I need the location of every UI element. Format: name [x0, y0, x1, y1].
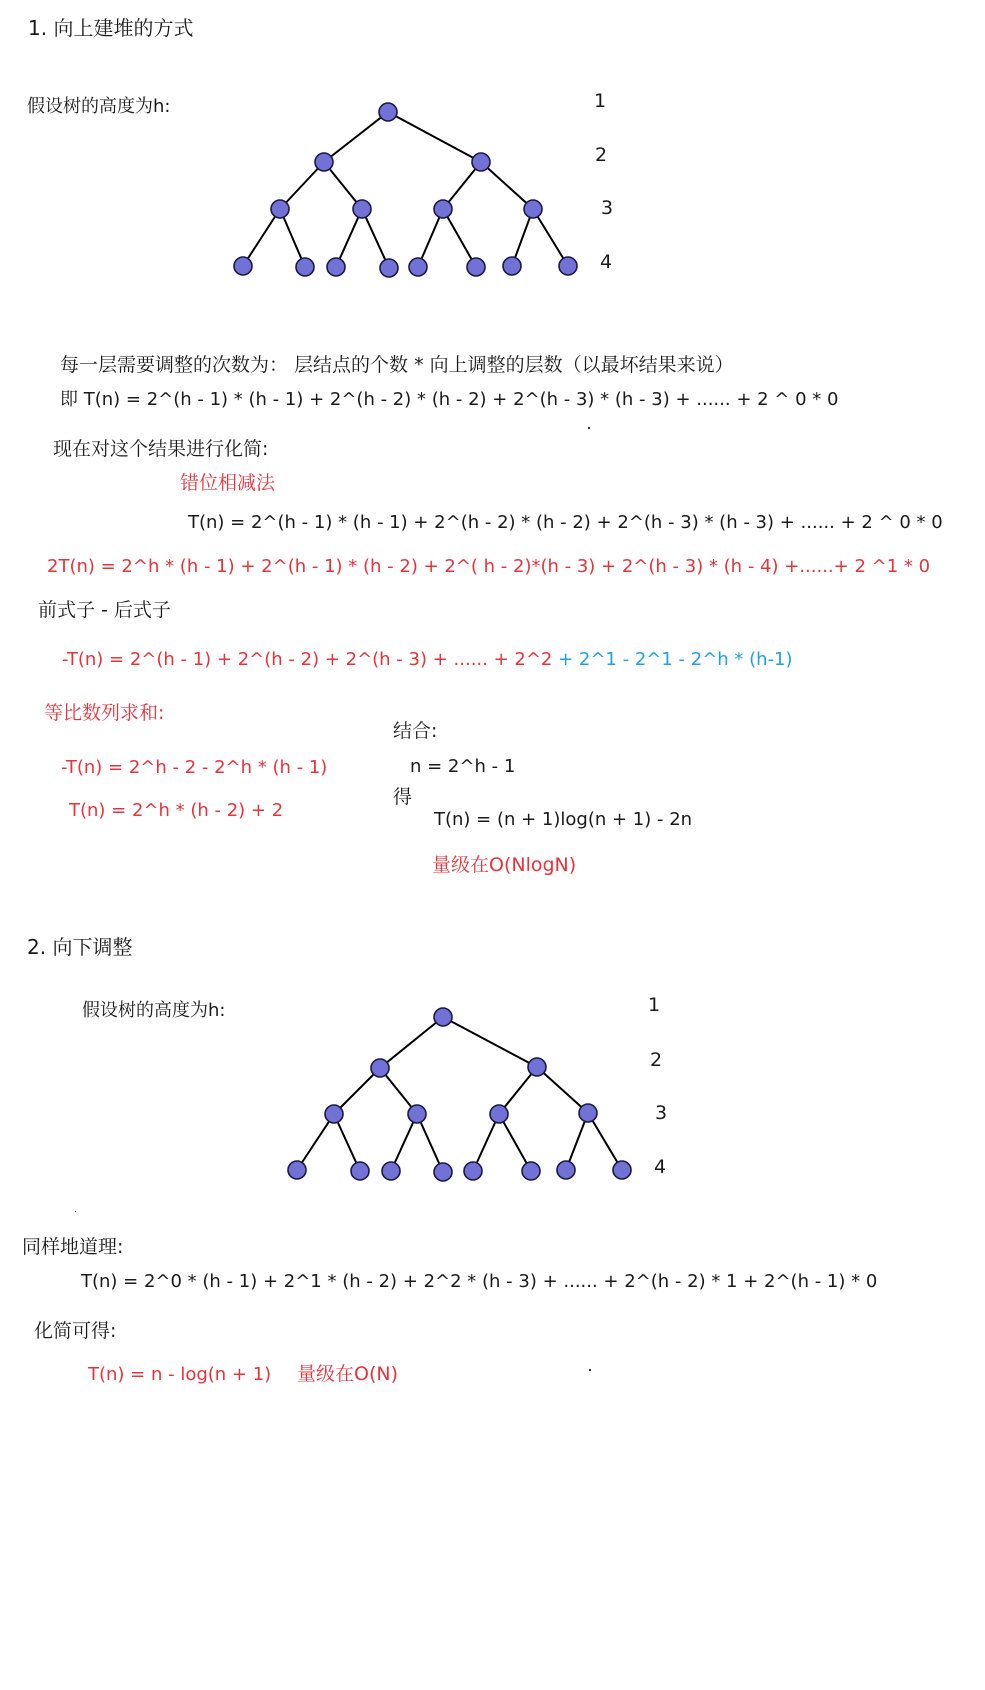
subtract-label: 前式子 - 后式子: [38, 599, 171, 621]
tree2-level-3: 3: [655, 1102, 668, 1124]
tree2-level-1: 1: [648, 994, 661, 1016]
formula-T-section2: T(n) = 2^0 * (h - 1) + 2^1 * (h - 2) + 2^2 * (h - 3) + ...... + 2^(h - 2) * 1 + 2^(h - 1) * 0: [81, 1271, 878, 1292]
order-n: 量级在O(N): [297, 1363, 398, 1385]
tree2-node: [434, 1163, 452, 1181]
tree1-node: [467, 258, 485, 276]
stray-dot: [589, 1369, 591, 1371]
tree1-diagram: [0, 0, 985, 300]
tree2-edges: [297, 1017, 622, 1172]
tree2-diagram: [0, 950, 985, 1250]
tree1-node: [327, 258, 345, 276]
tree1-node: [315, 153, 333, 171]
tree2-node: [464, 1162, 482, 1180]
tree1-node: [503, 257, 521, 275]
tree2-node: [371, 1059, 389, 1077]
method-title: 错位相减法: [180, 472, 276, 494]
tree2-node: [351, 1162, 369, 1180]
tree2-node: [522, 1162, 540, 1180]
tree1-node: [409, 258, 427, 276]
tree2-node: [613, 1161, 631, 1179]
simplify-label: 化简可得:: [34, 1320, 117, 1342]
tree1-level-1: 1: [594, 90, 607, 112]
tree1-node: [296, 258, 314, 276]
tree1-node: [234, 257, 252, 275]
adjust-count-description: 每一层需要调整的次数为： 层结点的个数 * 向上调整的层数（以最坏结果来说）: [60, 354, 734, 376]
formula-T-definition: 即 T(n) = 2^(h - 1) * (h - 1) + 2^(h - 2) * (h - 2) + 2^(h - 3) * (h - 3) + ...... + 2 ^ 0 * 0: [60, 389, 839, 410]
tree2-height-label: 假设树的高度为h:: [82, 1000, 226, 1021]
tree2-node: [382, 1162, 400, 1180]
combine-label: 结合:: [393, 720, 438, 742]
result-T: T(n) = (n + 1)log(n + 1) - 2n: [434, 809, 693, 830]
tree2-node: [434, 1008, 452, 1026]
combine-n: n = 2^h - 1: [410, 756, 516, 777]
order-nlogn: 量级在O(NlogN): [432, 854, 577, 876]
tree2-node: [528, 1058, 546, 1076]
stray-dot: [75, 1211, 76, 1212]
tree2-node: [325, 1105, 343, 1123]
tree2-node: [490, 1105, 508, 1123]
equation-negT: [62, 651, 793, 669]
section1-title: 1. 向上建堆的方式: [28, 16, 194, 40]
tree1-node: [472, 153, 490, 171]
tree2-level-2: 2: [650, 1049, 663, 1071]
tree2-level-4: 4: [654, 1156, 667, 1178]
equation-T: T(n) = 2^(h - 1) * (h - 1) + 2^(h - 2) * (h - 2) + 2^(h - 3) * (h - 3) + ...... + 2 ^ 0 * 0: [188, 512, 943, 533]
tree1-node: [380, 259, 398, 277]
same-reason-label: 同样地道理:: [22, 1236, 124, 1258]
stray-dot: [588, 427, 590, 429]
tree2-node: [408, 1105, 426, 1123]
tree1-node: [434, 200, 452, 218]
result-T-section2: T(n) = n - log(n + 1): [88, 1364, 272, 1385]
geometric-series-title: 等比数列求和:: [44, 702, 165, 724]
tree2-node: [557, 1161, 575, 1179]
equation-negT-red: -T(n) = 2^(h - 1) + 2^(h - 2) + 2^(h - 3) + ...... + 2^2: [62, 649, 559, 670]
tree1-node: [524, 200, 542, 218]
simplify-intro: 现在对这个结果进行化简:: [53, 438, 269, 460]
tree1-height-label: 假设树的高度为h:: [27, 96, 171, 117]
tree1-node: [271, 200, 289, 218]
geometric-equation-1: -T(n) = 2^h - 2 - 2^h * (h - 1): [61, 757, 328, 778]
equation-2T: 2T(n) = 2^h * (h - 1) + 2^(h - 1) * (h - 2) + 2^( h - 2)*(h - 3) + 2^(h - 3) * (h - 4) +......+ 2 ^1 * 0: [47, 556, 931, 577]
tree1-level-3: 3: [601, 197, 614, 219]
section2-title: 2. 向下调整: [27, 935, 133, 959]
tree1-node: [379, 103, 397, 121]
tree1-node: [559, 257, 577, 275]
tree1-level-2: 2: [595, 144, 608, 166]
tree1-node: [353, 200, 371, 218]
tree2-node: [579, 1104, 597, 1122]
tree1-level-4: 4: [600, 251, 613, 273]
get-label: 得: [393, 786, 413, 808]
tree1-edges: [243, 112, 568, 268]
geometric-equation-2: T(n) = 2^h * (h - 2) + 2: [69, 800, 284, 821]
tree2-node: [288, 1161, 306, 1179]
equation-negT-blue: + 2^1 - 2^1 - 2^h * (h-1): [558, 649, 793, 670]
